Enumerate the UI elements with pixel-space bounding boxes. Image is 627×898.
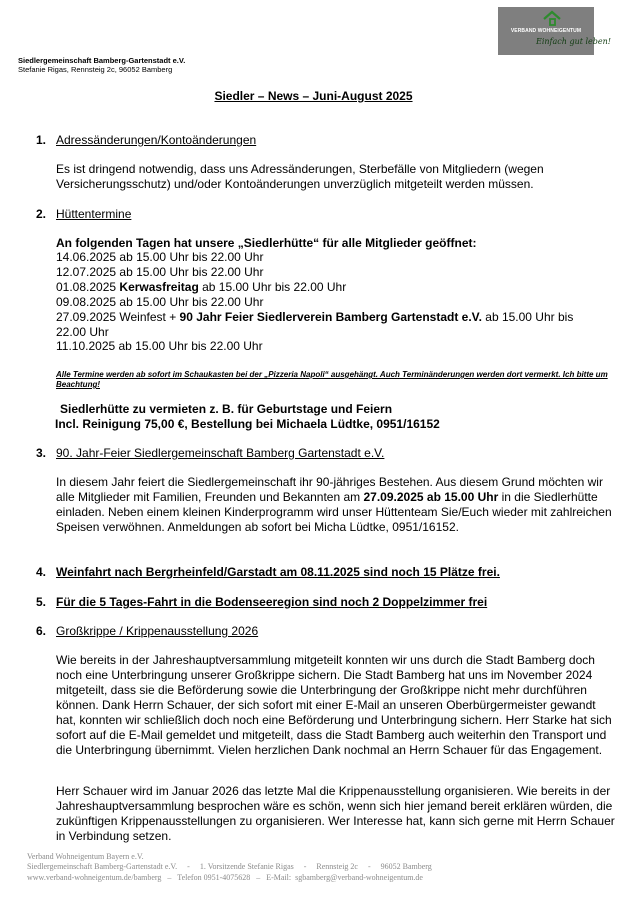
section-2-intro: An folgenden Tagen hat unsere „Siedlerhütte“ für alle Mitglieder geöffnet:: [56, 236, 477, 250]
date-1: 14.06.2025 ab 15.00 Uhr bis 22.00 Uhr: [56, 250, 264, 264]
date-3: [56, 280, 346, 295]
section-2-number: 2.: [36, 207, 47, 221]
section-1-text: Es ist dringend notwendig, dass uns Adressänderungen, Sterbefälle von Mitgliedern (wegen Versicherungsschutz) und/oder Kontoänderungen unverzüglich mitgeteilt werden müssen.: [56, 162, 544, 191]
section-4-heading: Weinfahrt nach Bergrheinfeld/Garstadt am 08.11.2025 sind noch 15 Plätze frei.: [56, 565, 500, 579]
section-5-heading: Für die 5 Tages-Fahrt in die Bodenseeregion sind noch 2 Doppelzimmer frei: [56, 595, 488, 609]
date-5-continued: 22.00 Uhr: [56, 325, 109, 339]
date-3-time: ab 15.00 Uhr bis 22.00 Uhr: [202, 280, 347, 294]
section-6-paragraph-1: Wie bereits in der Jahreshauptversammlung mitgeteilt konnten wir uns durch die Stadt Bamberg doch noch eine Unterbringung unserer Großkrippe sichern. Die Stadt Bamberg hat uns im November 2024 mitgeteilt, dass sie die Beförderung sowie die Unterbringung der Großkrippe nicht mehr durchführen können. Dank Herrn Schauer, der sich sofort mit einer E-Mail an unseren Oberbürgermeister gewandt hat, konnten wir schließlich doch noch eine Beförderung und Unterbringung sichern. Herr Starke hat sich sofort auf die E-Mail gemeldet und mitgeteilt, dass die Stadt Bamberg auch weiterhin den Transport und die Unterbringung übernimmt. Vielen herzlichen Dank nochmal an Herrn Schauer für das Engagement.: [56, 653, 612, 757]
date-5-event: 90 Jahr Feier Siedlerverein Bamberg Gartenstadt e.V.: [179, 310, 482, 324]
date-3-date: 01.08.2025: [56, 280, 117, 294]
section-6-paragraph-2: Herr Schauer wird im Januar 2026 das letzte Mal die Krippenausstellung organisieren. Wie bereits in der Jahreshauptversammlung besprochen wäre es schön, wenn sich hier jemand bereit erklären würden, die zukünftigen Krippenausstellungen zu organisieren. Wer Interesse hat, kann sich gerne mit Herrn Schauer in Verbindung setzen.: [56, 784, 615, 843]
date-5-text: 27.09.2025 Weinfest +: [56, 310, 177, 324]
date-4: 09.08.2025 ab 15.00 Uhr bis 22.00 Uhr: [56, 295, 264, 309]
section-3-date: 27.09.2025 ab 15.00 Uhr: [363, 490, 499, 504]
header-org: Siedlergemeinschaft Bamberg-Gartenstadt e.V.: [18, 56, 186, 65]
section-3-number: 3.: [36, 446, 47, 460]
section-3-text-b: in die Siedlerhütte einladen. Neben einem kleinen Kinderprogramm wird unser Hüttenteam Sie/Euch wieder mit zahlreichen Speisen verwöhnen. Anmeldungen ab sofort bei Micha Lüdtke, 0951/16152.: [56, 490, 612, 534]
section-5-number: 5.: [36, 595, 47, 609]
footer-line-3: www.verband-wohneigentum.de/bamberg – Telefon 0951-4075628 – E-Mail: sgbamberg@verband-wohneigentum.de: [27, 873, 423, 882]
section-3-text-a: In diesem Jahr feiert die Siedlergemeinschaft ihr 90-jähriges Bestehen. Aus diesem Grund möchten wir alle Mitglieder mit Familien, Freunden und Bekannten am: [56, 475, 603, 504]
house-logo-icon: [542, 10, 562, 28]
schedule-note: Alle Termine werden ab sofort im Schaukasten bei der „Pizzeria Napoli“ ausgehängt. Auch Terminänderungen werden dort vermerkt. Ich bitte um Beachtung!: [56, 370, 608, 389]
date-2: 12.07.2025 ab 15.00 Uhr bis 22.00 Uhr: [56, 265, 264, 279]
header-address: Stefanie Rigas, Rennsteig 2c, 96052 Bamberg: [18, 65, 173, 74]
section-6-number: 6.: [36, 624, 47, 638]
section-1-number: 1.: [36, 133, 47, 147]
section-4-number: 4.: [36, 565, 47, 579]
page-title: Siedler – News – Juni-August 2025: [214, 89, 413, 103]
section-6-heading: Großkrippe / Krippenausstellung 2026: [56, 624, 259, 638]
section-1-heading: Adressänderungen/Kontoänderungen: [56, 133, 257, 147]
hut-rental-line-2: Incl. Reinigung 75,00 €, Bestellung bei Michaela Lüdtke, 0951/16152: [55, 417, 440, 431]
date-5-time: ab 15.00 Uhr bis: [485, 310, 574, 324]
footer-line-1: Verband Wohneigentum Bayern e.V.: [27, 852, 144, 861]
logo-slogan: Einfach gut leben!: [536, 37, 612, 46]
footer-line-2: Siedlergemeinschaft Bamberg-Gartenstadt e.V. - 1. Vorsitzende Stefanie Rigas - Rennsteig 2c - 96052 Bamberg: [27, 862, 432, 871]
date-5: [56, 310, 573, 325]
section-2-heading: Hüttentermine: [56, 207, 132, 221]
section-3-text: [56, 475, 616, 535]
date-6: 11.10.2025 ab 15.00 Uhr bis 22.00 Uhr: [56, 339, 263, 353]
hut-rental-line-1: Siedlerhütte zu vermieten z. B. für Geburtstage und Feiern: [60, 402, 393, 416]
logo-brand: VERBAND WOHNEIGENTUM: [510, 28, 582, 34]
logo: [498, 7, 612, 55]
date-3-event: Kerwasfreitag: [119, 280, 199, 294]
section-3-heading: 90. Jahr-Feier Siedlergemeinschaft Bamberg Gartenstadt e.V.: [56, 446, 385, 460]
